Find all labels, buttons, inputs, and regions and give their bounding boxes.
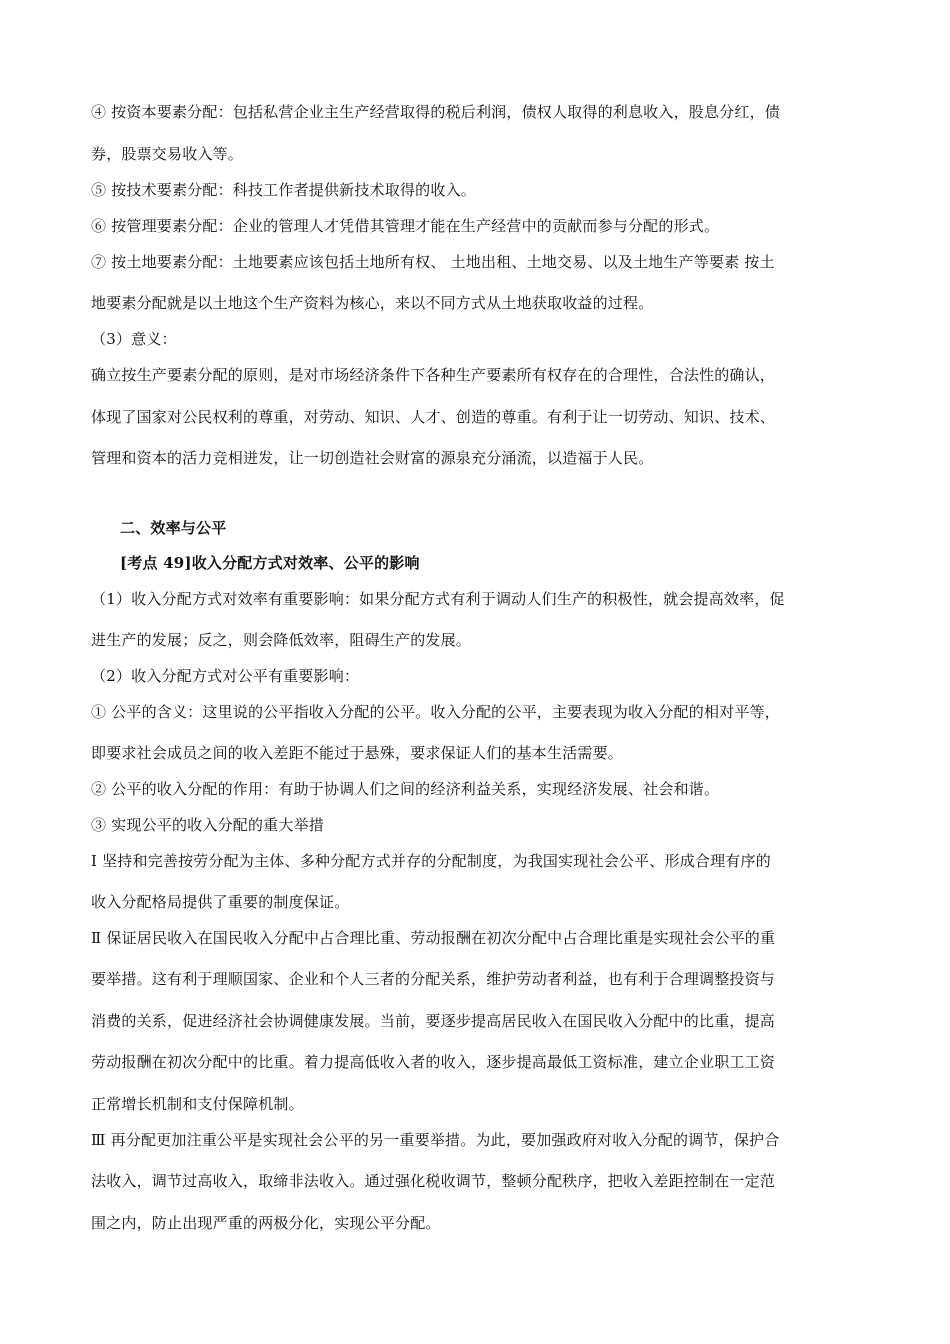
paragraph-line: 进生产的发展；反之，则会降低效率，阻碍生产的发展。 <box>91 631 472 649</box>
paragraph-line: ④ 按资本要素分配：包括私营企业主生产经营取得的税后利润，债权人取得的利息收入，股息分红，债 <box>91 103 780 121</box>
paragraph-line: 即要求社会成员之间的收入差距不能过于悬殊，要求保证人们的基本生活需要。 <box>91 744 624 762</box>
paragraph-line: 消费的关系，促进经济社会协调健康发展。当前，要逐步提高居民收入在国民收入分配中的比重，提高 <box>91 1012 776 1030</box>
section-label: （2）收入分配方式对公平有重要影响： <box>91 667 360 685</box>
paragraph-line: ⑥ 按管理要素分配：企业的管理人才凭借其管理才能在生产经营中的贡献而参与分配的形式。 <box>91 217 720 235</box>
paragraph-line: ② 公平的收入分配的作用：有助于协调人们之间的经济利益关系，实现经济发展、社会和谐。 <box>91 780 720 798</box>
paragraph-line: 收入分配格局提供了重要的制度保证。 <box>91 893 350 911</box>
section-label: （3）意义： <box>91 330 177 348</box>
paragraph-line: 地要素分配就是以土地这个生产资料为核心，来以不同方式从土地获取收益的过程。 <box>91 294 654 312</box>
paragraph-line: 确立按生产要素分配的原则，是对市场经济条件下各种生产要素所有权存在的合理性，合法性的确认， <box>91 366 776 384</box>
paragraph-line: 围之内，防止出现严重的两极分化，实现公平分配。 <box>91 1214 441 1232</box>
paragraph-line: ③ 实现公平的收入分配的重大举措 <box>91 816 324 834</box>
paragraph-line: ⑤ 按技术要素分配：科技工作者提供新技术取得的收入。 <box>91 181 476 199</box>
section-heading: 二、效率与公平 <box>120 519 227 537</box>
paragraph-line: （1）收入分配方式对效率有重要影响：如果分配方式有利于调动人们生产的积极性，就会提高效率，促 <box>91 590 785 608</box>
paragraph-line: 券，股票交易收入等。 <box>91 145 244 163</box>
paragraph-line: 劳动报酬在初次分配中的比重。着力提高低收入者的收入，逐步提高最低工资标准，建立企业职工工资 <box>91 1053 776 1071</box>
paragraph-line: 体现了国家对公民权利的尊重，对劳动、知识、人才、创造的尊重。有利于让一切劳动、知识、技术、 <box>91 408 776 426</box>
paragraph-line: 要举措。这有利于理顺国家、企业和个人三者的分配关系，维护劳动者利益，也有利于合理调整投资与 <box>91 970 776 988</box>
paragraph-line: ① 公平的含义：这里说的公平指收入分配的公平。收入分配的公平，主要表现为收入分配的相对平等， <box>91 703 780 721</box>
paragraph-line: Ⅲ 再分配更加注重公平是实现社会公平的另一重要举措。为此，要加强政府对收入分配的调节，保护合 <box>91 1131 780 1149</box>
paragraph-line: ⑦ 按土地要素分配：土地要素应该包括土地所有权、 土地出租、土地交易、以及土地生产等要素 按土 <box>91 253 775 271</box>
topic-heading: [考点 49]收入分配方式对效率、公平的影响 <box>120 554 420 572</box>
paragraph-line: Ⅱ 保证居民收入在国民收入分配中占合理比重、劳动报酬在初次分配中占合理比重是实现社会公平的重 <box>91 929 776 947</box>
paragraph-line: 正常增长机制和支付保障机制。 <box>91 1095 304 1113</box>
paragraph-line: Ⅰ 坚持和完善按劳分配为主体、多种分配方式并存的分配制度，为我国实现社会公平、形成合理有序的 <box>91 852 771 870</box>
paragraph-line: 管理和资本的活力竞相迸发，让一切创造社会财富的源泉充分涌流，以造福于人民。 <box>91 449 654 467</box>
paragraph-line: 法收入，调节过高收入，取缔非法收入。通过强化税收调节，整顿分配秩序，把收入差距控制在一定范 <box>91 1172 776 1190</box>
